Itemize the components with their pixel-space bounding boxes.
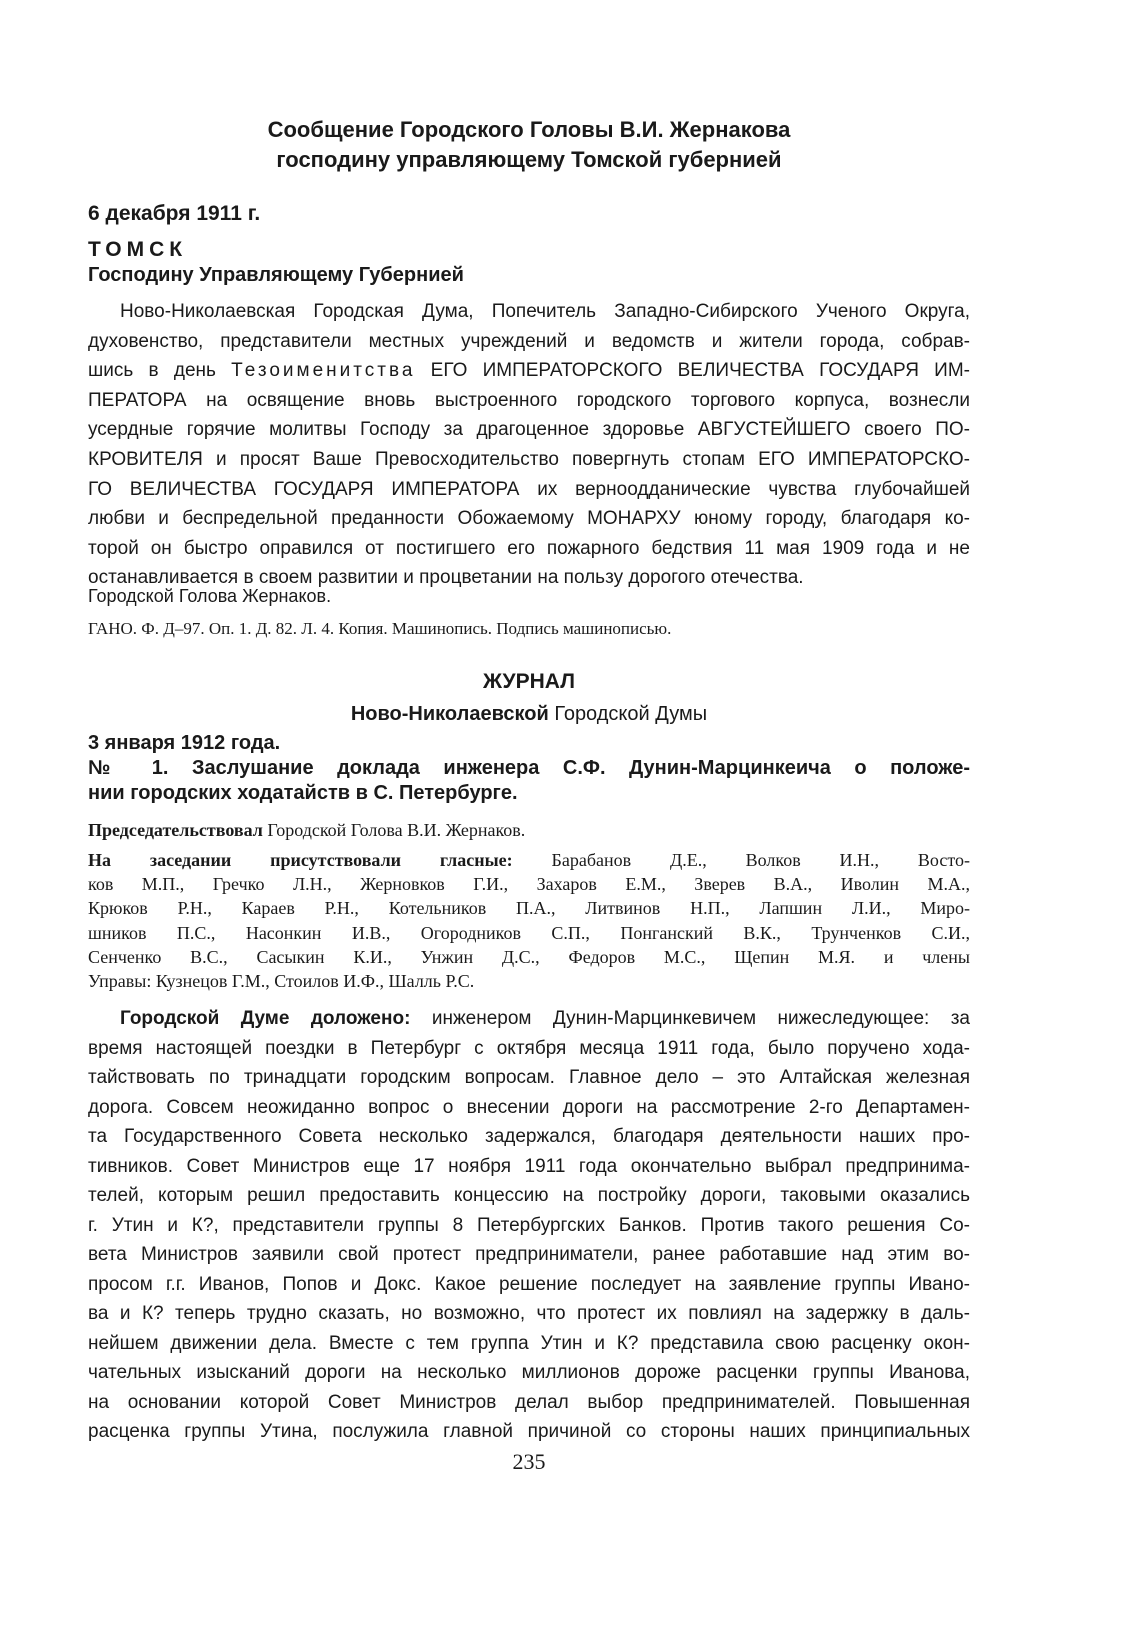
page-number: 235 (512, 1449, 546, 1474)
report-line: расценка группы Утина, послужила главной причиной со стороны наших принципиальных (88, 1421, 970, 1442)
message-text: шись в день (88, 360, 232, 382)
journal-title: ЖУРНАЛ (483, 670, 575, 693)
message-line: ГО ВЕЛИЧЕСТВА ГОСУДАРЯ ИМПЕРАТОРА их верноодданические чувства глубочайшей (88, 478, 970, 500)
archive-source: ГАНО. Ф. Д–97. Оп. 1. Д. 82. Л. 4. Копия. Машинопись. Подпись машинописью. (88, 619, 672, 638)
agenda-item (88, 756, 970, 806)
report-line (88, 1004, 970, 1034)
message-line: любви и беспредельной преданности Обожаемому МОНАРХУ юному городу, благодаря ко- (88, 508, 970, 530)
report-line: телей, которым решил предоставить концессию на постройку дороги, таковыми оказались (88, 1185, 970, 1206)
report-line: тайствовать по тринадцати городским вопросам. Главное дело – это Алтайская железная (88, 1067, 970, 1088)
chair-line (88, 818, 525, 842)
document-date: 6 декабря 1911 г. (88, 202, 261, 225)
message-line: Ново-Николаевская Городская Дума, Попечитель Западно-Сибирского Ученого Округа, (120, 301, 970, 322)
report-line: г. Утин и К?, представители группы 8 Петербургских Банков. Против такого решения Со- (88, 1214, 970, 1236)
report-line: чательных изысканий дороги на несколько миллионов дороже расценки группы Иванова, (88, 1362, 970, 1383)
report-line: тивников. Совет Министров еще 17 ноября 1911 года окончательно выбрал предпринима- (88, 1155, 970, 1177)
attendees-line: Управы: Кузнецов Г.М., Стоилов И.Ф., Шалль Р.С. (88, 971, 475, 992)
report-line: дорога. Совсем неожиданно вопрос о внесении дороги на рассмотрение 2-го Департамен- (88, 1096, 970, 1118)
attendees-line (88, 848, 970, 872)
message-line: духовенство, представители местных учреждений и ведомств и жители города, собрав- (88, 330, 970, 352)
attendees-line: шников П.С., Насонкин И.В., Огородников С.П., Понганский В.К., Трунченков С.И., (88, 922, 970, 943)
report-line: нейшем движении дела. Вместе с тем группа Утин и К? представила свою расценку окон- (88, 1332, 970, 1354)
report-paragraph (88, 1004, 970, 1447)
report-text: инженером Дунин-Марцинкевичем нижеследующее: за (410, 1008, 970, 1029)
chair-label: Председательствовал (88, 820, 263, 840)
agenda-item-line: нии городских ходатайств в С. Петербурге. (88, 782, 518, 804)
chair-name: Городской Голова В.И. Жернаков. (262, 820, 526, 840)
journal-subtitle-rest: Городской Думы (548, 703, 708, 725)
document-addressee: Господину Управляющему Губернией (88, 264, 464, 286)
message-text: ЕГО ИМПЕРАТОРСКОГО ВЕЛИЧЕСТВА ГОСУДАРЯ ИМ- (415, 360, 970, 382)
message-spaced-word: Тезоименитства (231, 360, 416, 382)
report-line: ва и К? теперь трудно сказать, но возможно, что протест их повлиял на задержку в даль- (88, 1303, 970, 1324)
message-line: КРОВИТЕЛЯ и просят Ваше Превосходительство повергнуть стопам ЕГО ИМПЕРАТОРСКО- (88, 448, 970, 470)
attendees-text: Барабанов Д.Е., Волков И.Н., Восто- (512, 850, 970, 870)
attendees-line: Сенченко В.С., Сасыкин К.И., Унжин Д.С., Федоров М.С., Щепин М.Я. и члены (88, 946, 970, 967)
document-title-line2: господину управляющему Томской губернией (276, 147, 782, 172)
journal-subtitle (88, 700, 970, 728)
report-label: Городской Думе доложено: (120, 1008, 411, 1029)
attendees-paragraph (88, 848, 970, 993)
document-title-line1: Сообщение Городского Головы В.И. Жернакова (267, 117, 791, 142)
message-paragraph (88, 297, 970, 593)
document-city: ТОМСК (88, 238, 188, 261)
attendees-label: На заседании присутствовали гласные: (88, 850, 513, 870)
message-line (88, 356, 970, 386)
report-line: на основании которой Совет Министров делал выбор предпринимателей. Повышенная (88, 1391, 970, 1413)
journal-subtitle-bold: Ново-Николаевской (350, 703, 549, 725)
agenda-item-line: № 1. Заслушание доклада инженера С.Ф. Дунин-Марцинкеича о положе- (88, 757, 970, 779)
report-line: время настоящей поездки в Петербург с октября месяца 1911 года, было поручено хода- (88, 1037, 970, 1059)
document-title (88, 115, 970, 175)
signature: Городской Голова Жернаков. (88, 586, 332, 606)
journal-date: 3 января 1912 года. (88, 732, 281, 754)
report-line: та Государственного Совета несколько задержался, благодаря деятельности наших про- (88, 1126, 970, 1147)
message-line: останавливается в своем развитии и процветании на пользу дорогого отечества. (88, 567, 804, 589)
report-line: просом г.г. Иванов, Попов и Докс. Какое решение последует на заявление группы Ивано- (88, 1273, 970, 1295)
message-line: ПЕРАТОРА на освящение вновь выстроенного городского торгового корпуса, вознесли (88, 389, 970, 411)
report-line: вета Министров заявили свой протест предприниматели, ранее работавшие над этим во- (88, 1244, 970, 1265)
attendees-line: ков М.П., Гречко Л.Н., Жерновков Г.И., Захаров Е.М., Зверев В.А., Иволин М.А., (88, 874, 970, 895)
attendees-line: Крюков Р.Н., Караев Р.Н., Котельников П.А., Литвинов Н.П., Лапшин Л.И., Миро- (88, 898, 970, 919)
message-line: усердные горячие молитвы Господу за драгоценное здоровье АВГУСТЕЙШЕГО своего ПО- (88, 419, 970, 441)
message-line: торой он быстро оправился от постигшего его пожарного бедствия 11 мая 1909 года и не (88, 537, 970, 559)
